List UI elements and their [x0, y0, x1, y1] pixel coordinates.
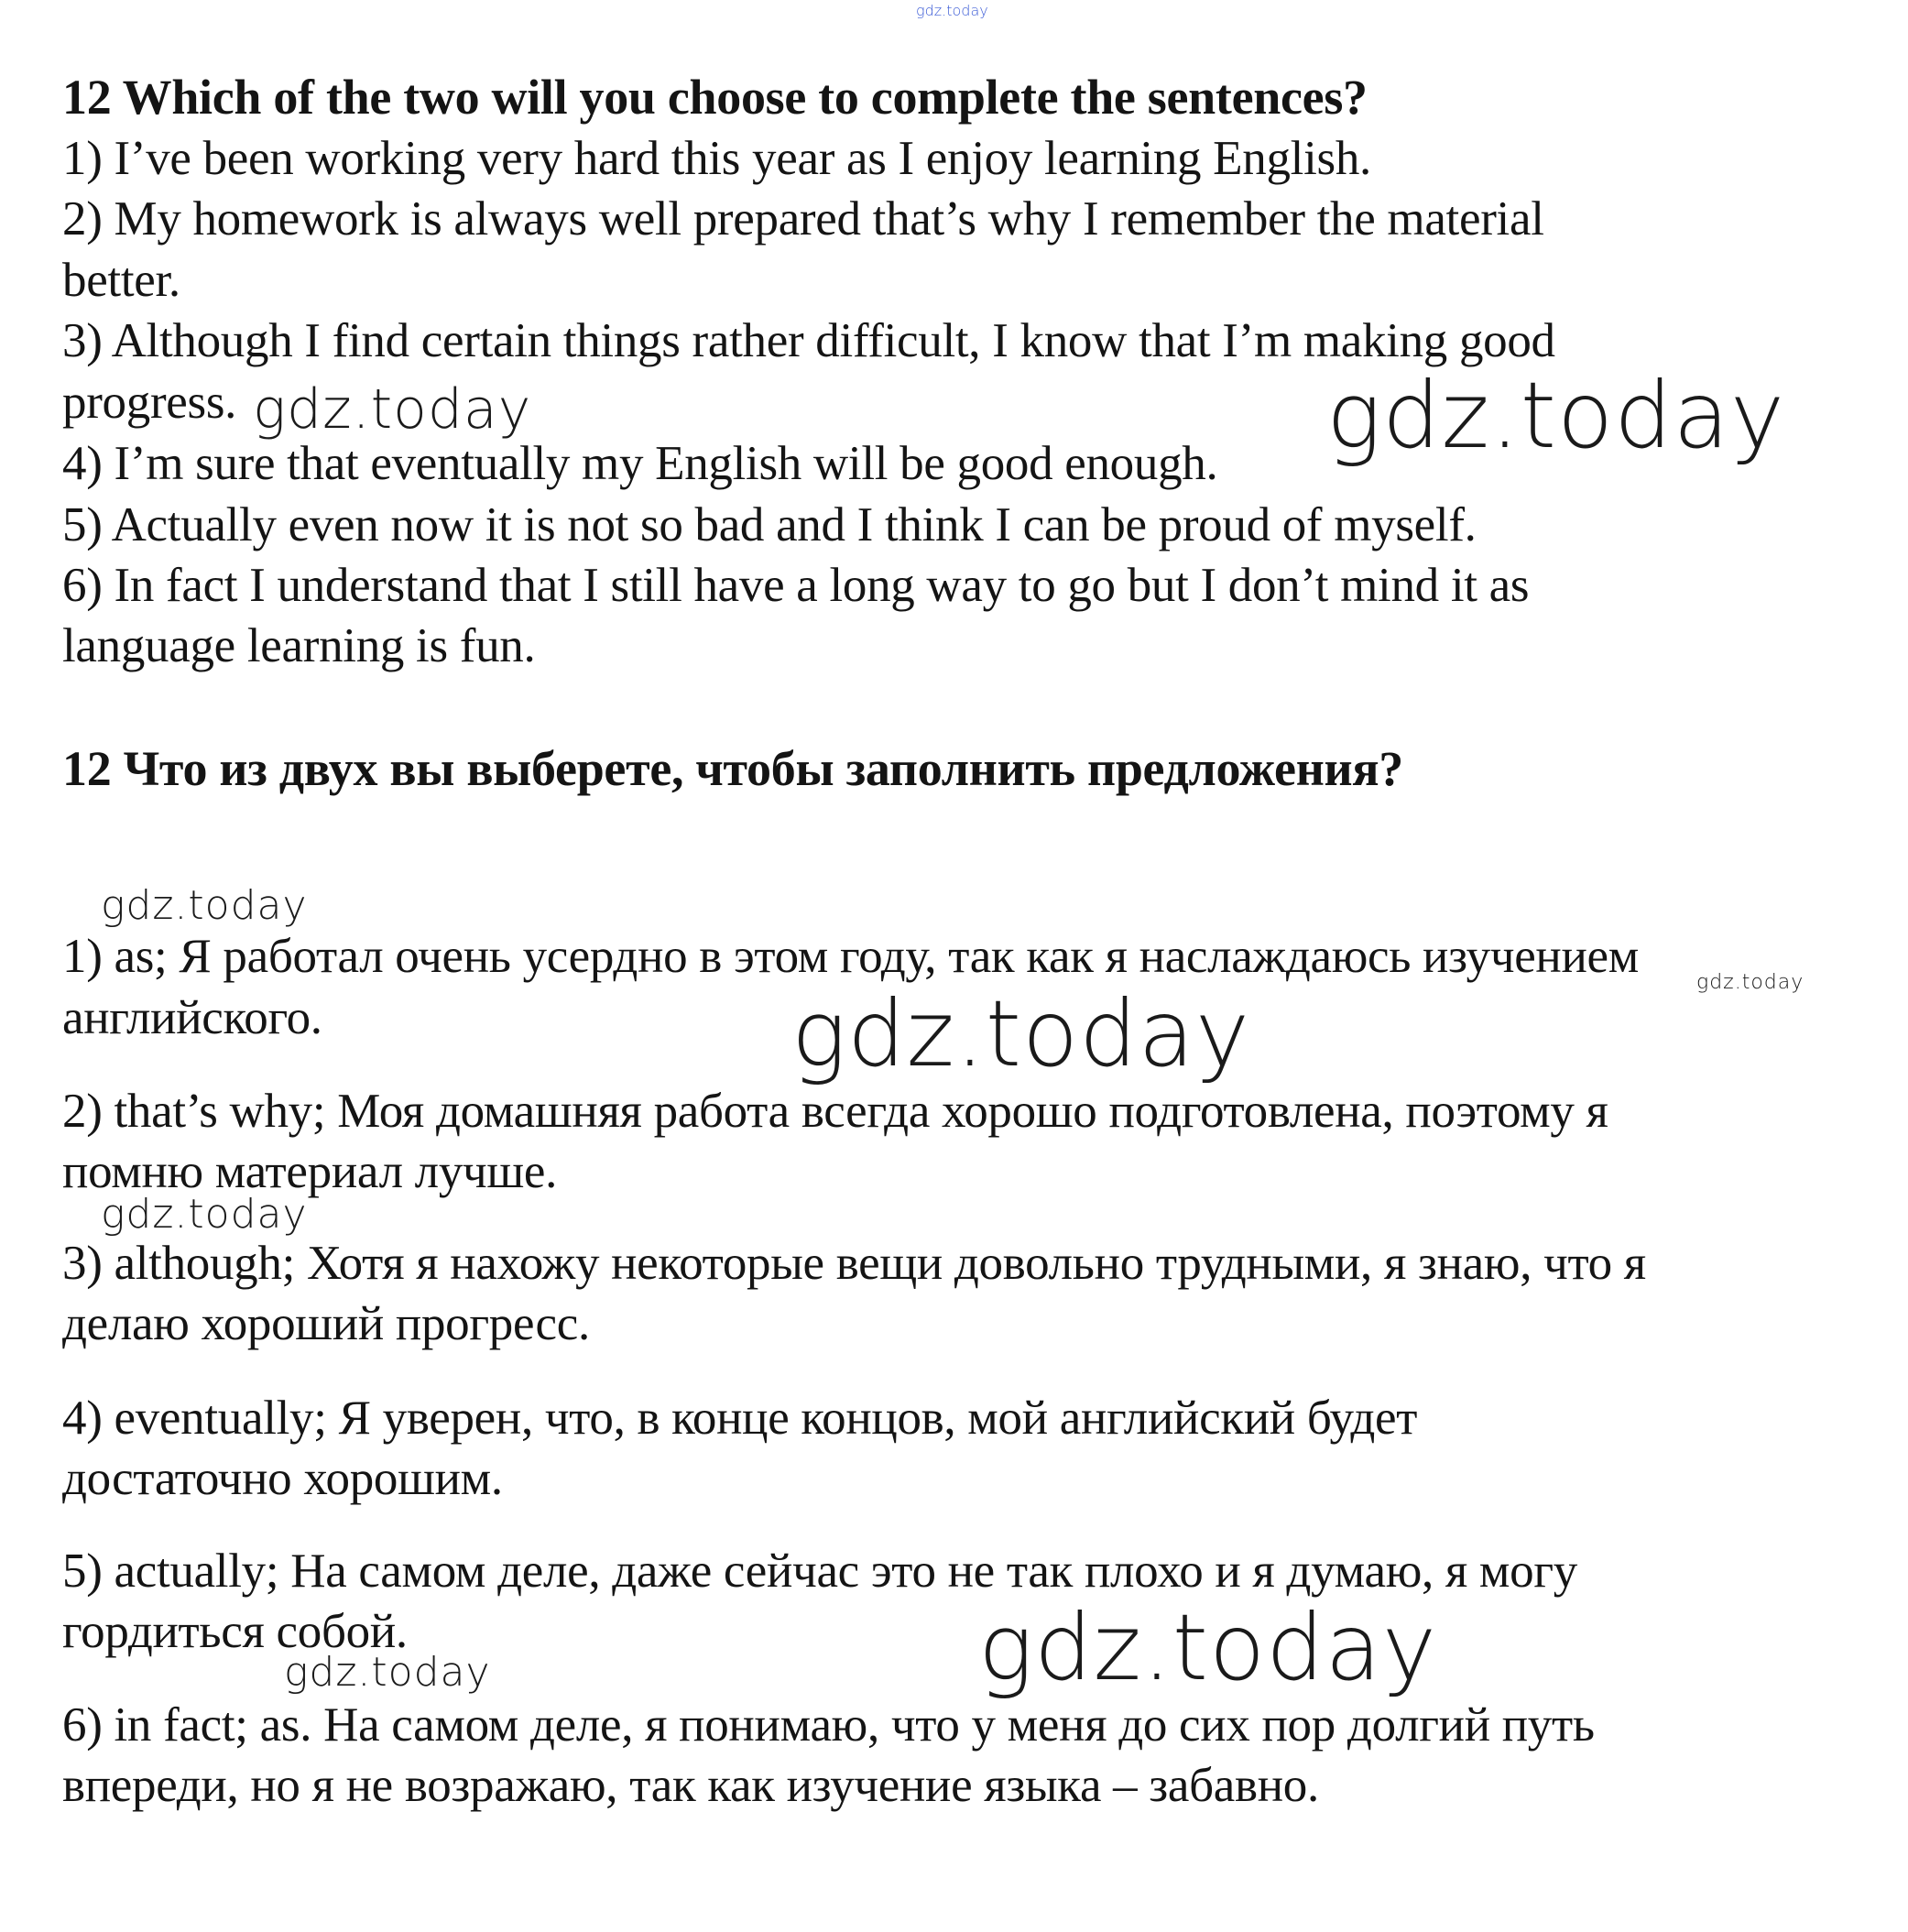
english-line-7: 5) Actually even now it is not so bad and I think I can be proud of myself. — [62, 498, 1477, 551]
watermark-top: gdz.today — [916, 2, 988, 19]
russian-line-12: впереди, но я не возражаю, так как изучение языка – забавно. — [62, 1759, 1319, 1812]
english-line-4: 3) Although I find certain things rather difficult, I know that I’m making good — [62, 314, 1555, 367]
watermark: gdz.today — [791, 980, 1251, 1087]
russian-line-11: 6) in fact; as. На самом деле, я понимаю, что у меня до сих пор долгий путь — [62, 1698, 1595, 1752]
english-line-3: better. — [62, 254, 180, 307]
russian-heading: 12 Что из двух вы выберете, чтобы заполнить предложения? — [62, 741, 1403, 796]
russian-line-4: помню материал лучше. — [62, 1145, 558, 1198]
watermark: gdz.today — [101, 1191, 308, 1238]
english-line-6: 4) I’m sure that eventually my English will be good enough. — [62, 437, 1218, 490]
watermark: gdz.today — [1696, 971, 1804, 994]
english-line-5: progress. — [62, 376, 237, 429]
english-line-8: 6) In fact I understand that I still have a long way to go but I don’t mind it as — [62, 559, 1530, 612]
watermark: gdz.today — [284, 1649, 491, 1696]
watermark: gdz.today — [1326, 362, 1786, 469]
watermark: gdz.today — [978, 1594, 1438, 1701]
english-line-1: 1) I’ve been working very hard this year as I enjoy learning English. — [62, 132, 1371, 185]
russian-line-6: делаю хороший прогресс. — [62, 1297, 590, 1350]
russian-line-1: 1) as; Я работал очень усердно в этом году, так как я наслаждаюсь изучением — [62, 930, 1640, 983]
english-heading: 12 Which of the two will you choose to complete the sentences? — [62, 70, 1368, 125]
russian-line-8: достаточно хорошим. — [62, 1452, 503, 1505]
russian-line-5: 3) although; Хотя я нахожу некоторые вещи довольно трудными, я знаю, что я — [62, 1237, 1646, 1290]
russian-line-9: 5) actually; На самом деле, даже сейчас это не так плохо и я думаю, я могу — [62, 1545, 1578, 1598]
english-line-2: 2) My homework is always well prepared that’s why I remember the material — [62, 192, 1544, 246]
russian-line-7: 4) eventually; Я уверен, что, в конце концов, мой английский будет — [62, 1392, 1418, 1445]
russian-line-10: гордиться собой. — [62, 1605, 408, 1658]
russian-line-2: английского. — [62, 991, 322, 1044]
watermark: gdz.today — [101, 882, 308, 929]
english-line-9: language learning is fun. — [62, 619, 536, 672]
watermark: gdz.today — [253, 377, 532, 442]
russian-line-3: 2) that’s why; Моя домашняя работа всегда хорошо подготовлена, поэтому я — [62, 1085, 1608, 1138]
